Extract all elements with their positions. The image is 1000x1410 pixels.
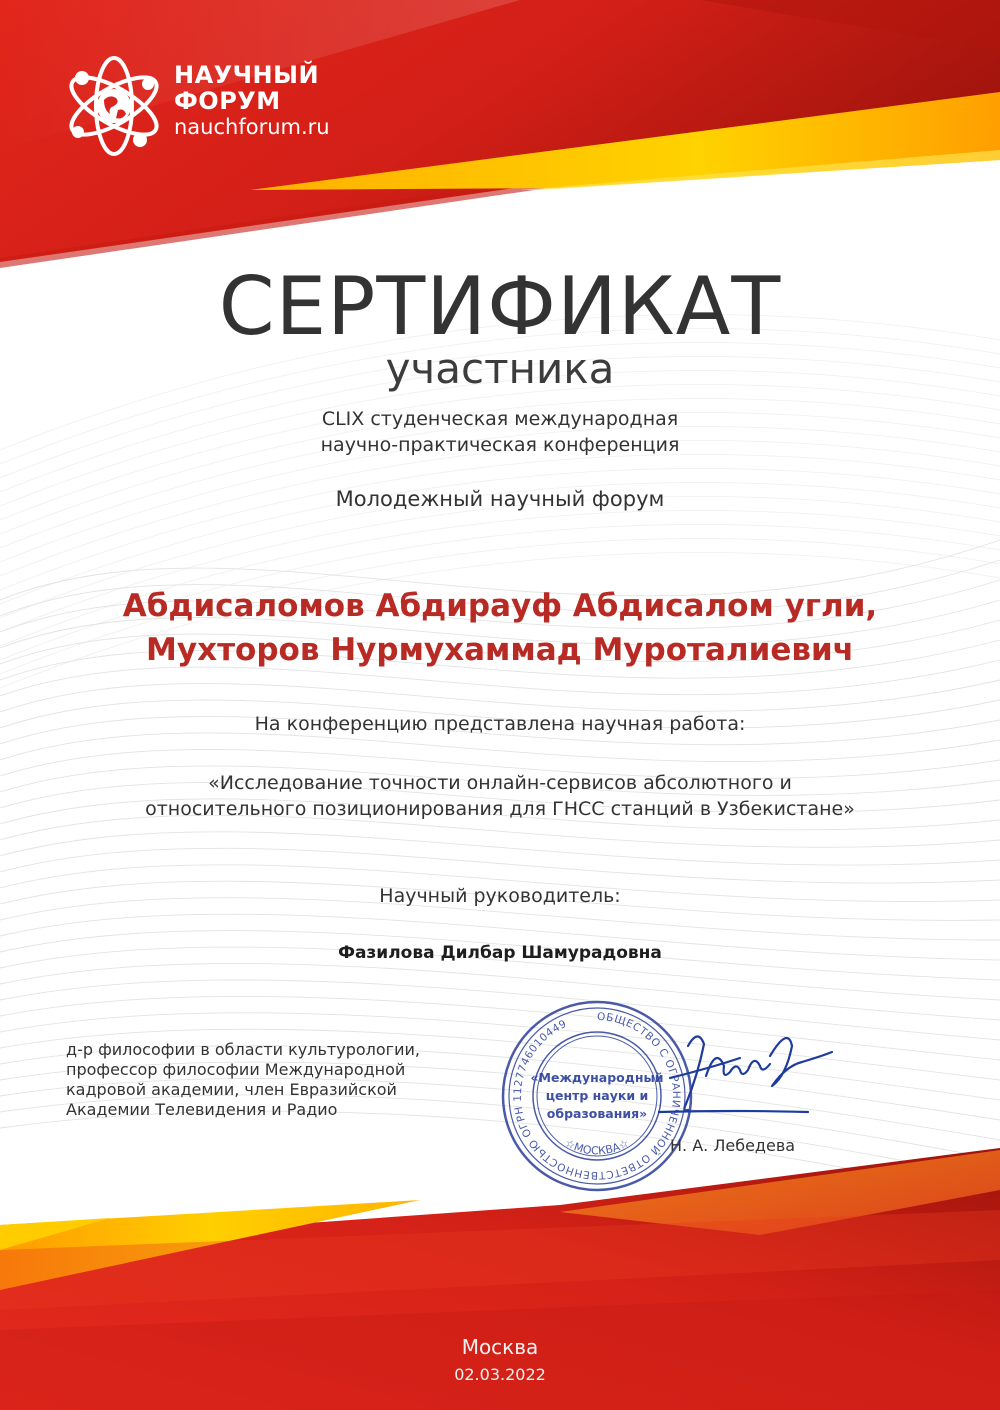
supervisor-name: Фазилова Дилбар Шамурадовна bbox=[338, 943, 662, 963]
stamp-bottom-text: ☆МОСКВА☆ bbox=[562, 1136, 632, 1158]
stamp-center-line-3: образования» bbox=[546, 1106, 648, 1121]
work-title-line-2: относительного позиционирования для ГНСС станций в Узбекистане» bbox=[145, 798, 855, 820]
svg-text:☆МОСКВА☆ bbox=[563, 1136, 631, 1157]
supervisor-label: Научный руководитель: bbox=[379, 885, 621, 907]
credentials-line-4: Академии Телевидения и Радио bbox=[66, 1100, 338, 1119]
credentials-line-2: профессор философии Международной bbox=[66, 1060, 406, 1079]
forum-name: Молодежный научный форум bbox=[335, 487, 665, 511]
work-title bbox=[0, 770, 1000, 822]
stamp-outer-text: ОБЩЕСТВО С ОГРАНИЧЕННОЙ ОТВЕТСТВЕННОСТЬЮ ОГРН 1127746010449 bbox=[511, 1010, 682, 1182]
participant-name-2: Мухторов Нурмухаммад Муроталиевич bbox=[146, 632, 854, 668]
credentials-line-3: кадровой академии, член Евразийской bbox=[66, 1080, 397, 1099]
stamp-center-line-1: «Международный bbox=[530, 1070, 664, 1085]
conference-line-2: научно-практическая конференция bbox=[320, 434, 680, 456]
logo-text bbox=[174, 62, 330, 140]
work-title-line-1: «Исследование точности онлайн-сервисов абсолютного и bbox=[208, 772, 792, 794]
footer-date: 02.03.2022 bbox=[454, 1365, 546, 1384]
work-intro: На конференцию представлена научная работа: bbox=[254, 713, 746, 735]
conference-line-1: CLIX студенческая международная bbox=[321, 408, 679, 430]
handwritten-signature bbox=[658, 1016, 838, 1126]
certificate-subtitle: участника bbox=[385, 344, 615, 393]
participant-name-1: Абдисаломов Абдирауф Абдисалом угли, bbox=[122, 588, 878, 624]
stamp-center-line-2: центр науки и bbox=[545, 1088, 649, 1103]
atom-globe-logo-icon bbox=[62, 54, 166, 158]
logo-line-2: ФОРУМ bbox=[174, 87, 281, 115]
participant-names bbox=[0, 584, 1000, 672]
footer-city: Москва bbox=[461, 1335, 539, 1359]
logo-line-1: НАУЧНЫЙ bbox=[174, 61, 320, 89]
nauchforum-logo[interactable] bbox=[62, 50, 362, 160]
certificate-title: СЕРТИФИКАТ bbox=[218, 260, 782, 353]
logo-site-link[interactable]: nauchforum.ru bbox=[174, 115, 330, 139]
signatory-credentials bbox=[66, 1040, 506, 1120]
credentials-line-1: д-р философии в области культурологии, bbox=[66, 1040, 420, 1059]
conference-name bbox=[0, 406, 1000, 458]
signatory-name: Н. А. Лебедева bbox=[670, 1136, 796, 1155]
